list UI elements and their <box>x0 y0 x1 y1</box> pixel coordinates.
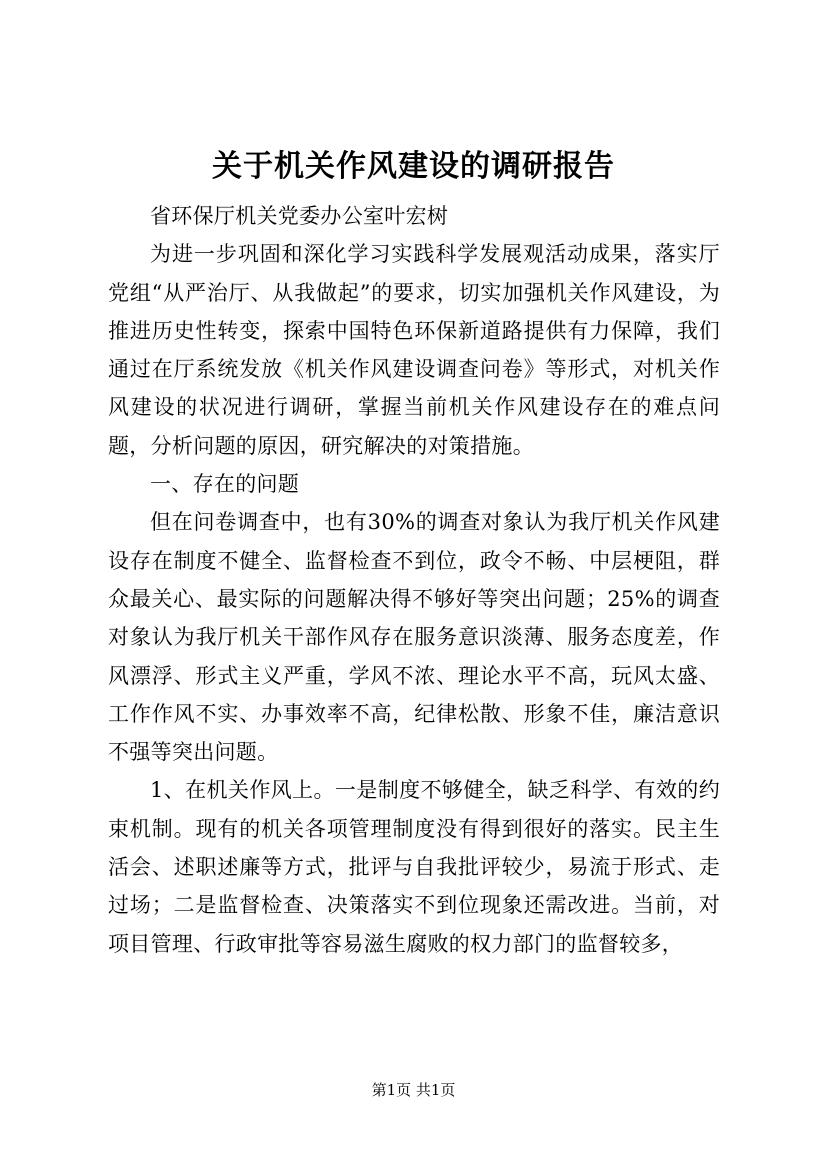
section-heading-problems: 一、存在的问题 <box>150 472 300 497</box>
document-title: 关于机关作风建设的调研报告 <box>212 149 615 184</box>
paragraph-survey-results: 但在问卷调查中，也有30%的调查对象认为我厅机关作风建设存在制度不健全、监督检查不到位，政令不畅、中层梗阻，群众最关心、最实际的问题解决得不够好等突出问题；25%的调查对象认为我厅机关干部作风存在服务意识淡薄、服务态度差，作风漂浮、形式主义严重，学风不浓、理论水平不高，玩风太盛、工作作风不实、办事效率不高，纪律松散、形象不佳，廉洁意识不强等突出问题。 <box>108 510 720 765</box>
paragraph-work-style: 1、在机关作风上。一是制度不够健全，缺乏科学、有效的约束机制。现有的机关各项管理制度没有得到很好的落实。民主生活会、述职述廉等方式，批评与自我批评较少，易流于形式、走过场；二是监督检查、决策落实不到位现象还需改进。当前，对项目管理、行政审批等容易滋生腐败的权力部门的监督较多， <box>108 778 720 956</box>
page-footer: 第1页 共1页 <box>371 1081 456 1099</box>
document-body <box>108 197 720 963</box>
author-line: 省环保厅机关党委办公室叶宏树 <box>150 204 449 228</box>
paragraph-intro: 为进一步巩固和深化学习实践科学发展观活动成果，落实厅党组“从严治厅、从我做起”的要求，切实加强机关作风建设，为推进历史性转变，探索中国特色环保新道路提供有力保障，我们通过在厅系统发放《机关作风建设调查问卷》等形式，对机关作风建设的状况进行调研，掌握当前机关作风建设存在的难点问题，分析问题的原因，研究解决的对策措施。 <box>108 242 720 458</box>
